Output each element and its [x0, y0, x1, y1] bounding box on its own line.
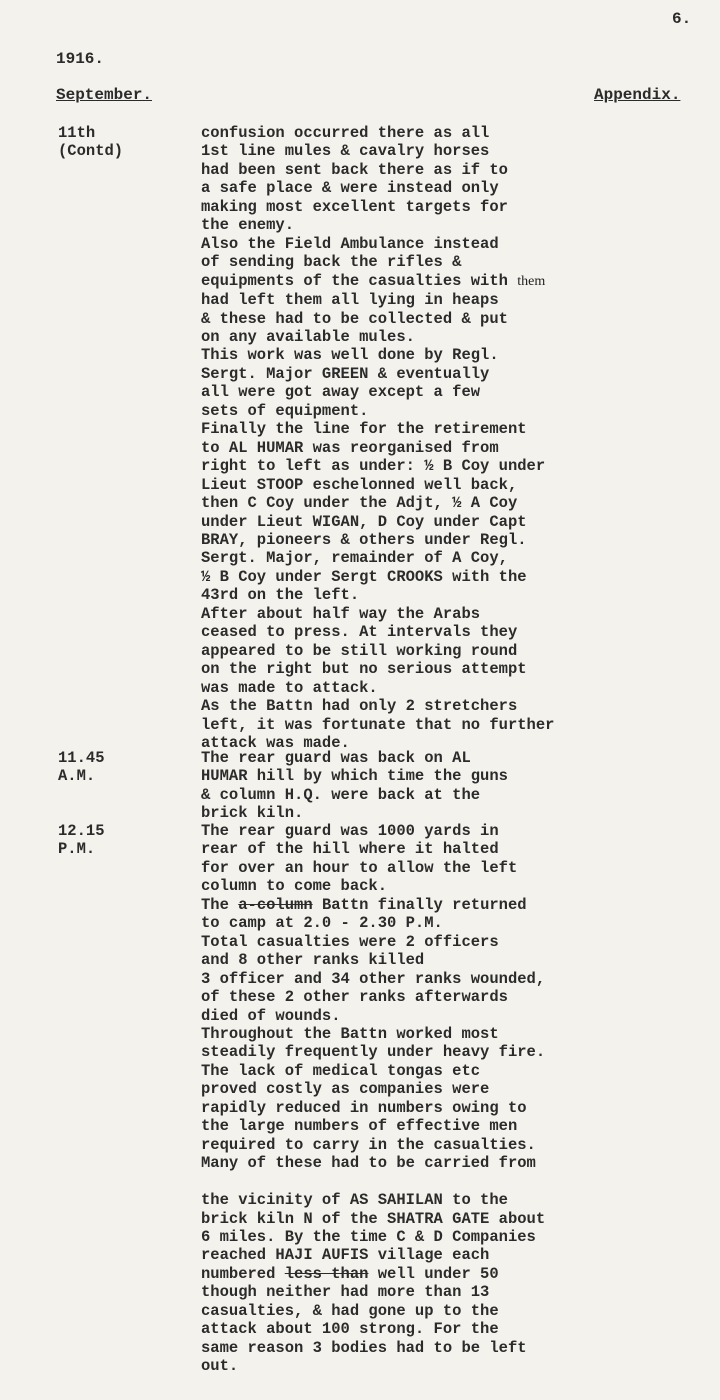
- appendix-heading: Appendix.: [594, 86, 681, 104]
- handwritten-insertion: them: [517, 273, 546, 289]
- entry-time: 11.45 A.M.: [58, 749, 105, 785]
- entry-text-part: confusion occurred there as all 1st line mules & cavalry horses had been sent back there as if to a safe place & were instead only making most excellent targets for the enemy. Also the Field Ambulance instead of sending back the rifles & equipments of the casualties with: [201, 124, 508, 290]
- entry-text-part: had left them all lying in heaps & these had to be collected & put on any available mules. This work was well done by Regl. Sergt. Major GREEN & eventually all were got away except a few sets of equipment. Finally the line for the retirement to AL HUMAR was reorganised from right to left as under: ½ B Coy under Lieut STOOP eschelonned well back, then C Coy under the Adjt, ½ A Coy under Lieut WIGAN, D Coy under Capt BRAY, pioneers & others under Regl. Sergt. Major, remainder of A Coy, ½ B Coy under Sergt CROOKS with the 43rd on the left. After about half way the Arabs ceased to press. At intervals they appeared to be still working round on the right but no serious attempt was made to attack. As the Battn had only 2 stretchers left, it was fortunate that no further attack was made.: [201, 291, 555, 752]
- entry-text-part: well under 50 though neither had more than 13 casualties, & had gone up to the attack about 100 strong. For the same reason 3 bodies had to be left out.: [201, 1264, 527, 1376]
- entry-time: 12.15 P.M.: [58, 822, 105, 858]
- entry-text-part: Battn finally returned to camp at 2.0 - 2.30 P.M. Total casualties were 2 officers and 8 other ranks killed 3 officer and 34 other ranks wounded, of these 2 other ranks afterwards died of wounds. Throughout the Battn worked most steadily frequently under heavy fire. The lack of medical tongas etc proved costly as companies were rapidly reduced in numbers owing to the large numbers of effective men required to carry in the casualties. Many of these had to be carried from the vicinity of AS SAHILAN to the brick kiln N of the SHATRA GATE about 6 miles. By the time C & D Companies reached HAJI AUFIS village each numbered: [201, 895, 546, 1283]
- entry-text: [201, 124, 641, 752]
- entry-text-part: The rear guard was 1000 yards in rear of the hill where it halted for over an hour to allow the left column to come back. The: [201, 822, 518, 914]
- struck-text: less than: [284, 1264, 369, 1283]
- entry-text: The rear guard was back on AL HUMAR hill by which time the guns & column H.Q. were back at the brick kiln.: [201, 749, 508, 823]
- page-number: 6.: [672, 10, 692, 28]
- month-heading: September.: [56, 86, 153, 104]
- entry-date: 11th (Contd): [58, 124, 124, 160]
- year-heading: 1916.: [56, 50, 105, 68]
- struck-text: a-column: [238, 895, 313, 914]
- entry-text: [201, 822, 641, 1376]
